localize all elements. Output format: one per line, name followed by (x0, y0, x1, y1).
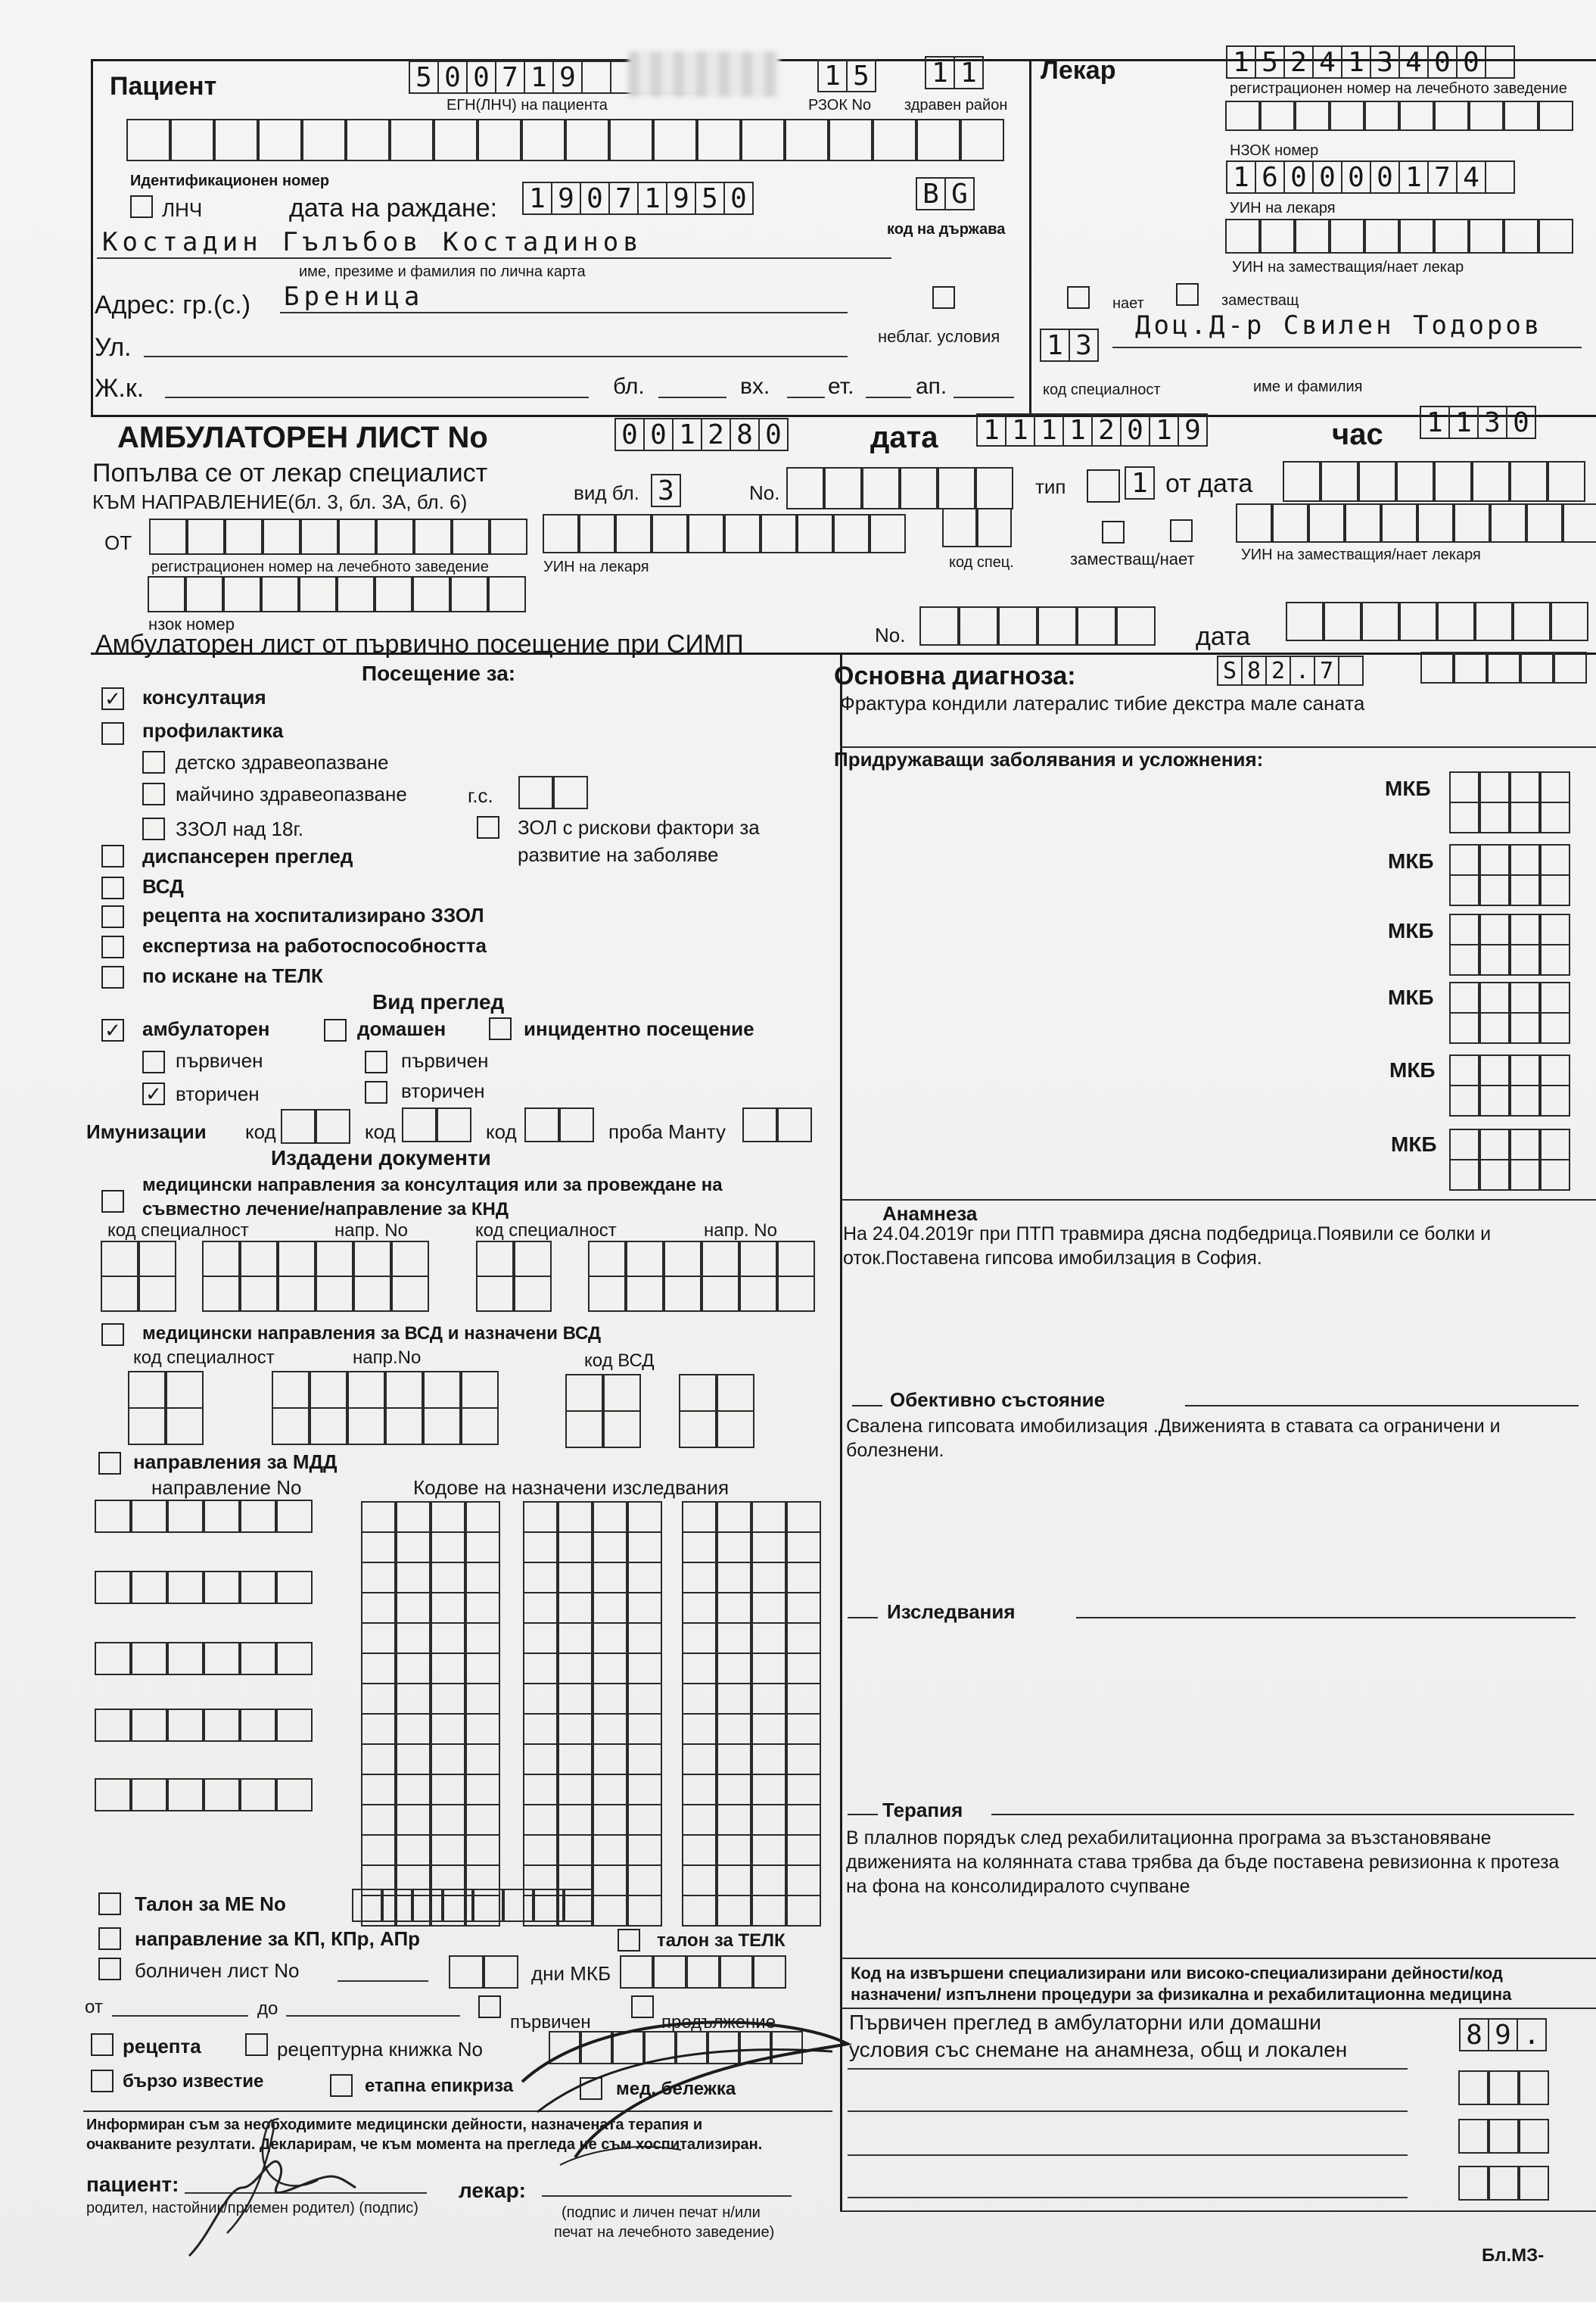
apt-label: ап. (916, 374, 947, 399)
country-caption: код на държава (887, 221, 1006, 238)
ref-spec-field[interactable] (943, 509, 1013, 547)
simp-label: Амбулаторен лист от първично посещение при СИМП (95, 630, 744, 659)
diagnosis-code-extra[interactable] (1421, 653, 1588, 683)
spec-code-label-1: код специалност (107, 1220, 249, 1241)
quick-notice-label: бързо известие (123, 2071, 264, 2092)
therapy-rule-right (991, 1814, 1574, 1815)
child-health-checkbox[interactable] (142, 751, 165, 774)
docs-heading: Издадени документи (271, 1146, 491, 1170)
sub-uin-caption: УИН на заместващия/нает лекар (1232, 259, 1464, 276)
quick-notice-checkbox[interactable] (91, 2070, 114, 2092)
mkb-label-5: МКБ (1389, 1058, 1436, 1082)
vsd-code-grid-1[interactable] (566, 1375, 642, 1447)
doctor-uin-field[interactable]: 1 6 0 0 0 0 1 7 4 (1226, 160, 1514, 194)
ref-no-label-1: напр. No (334, 1220, 408, 1241)
vsd-label: ВСД (142, 875, 184, 898)
unfavorable-label: неблаг. условия (878, 327, 1000, 346)
sheet-date-field[interactable]: 1 1 1 1 2 0 1 9 (976, 413, 1206, 447)
spec-code-label-2: код специалност (475, 1220, 617, 1241)
mkb-field-1[interactable] (1450, 772, 1571, 833)
exam-codes-col-3[interactable] (683, 1502, 822, 1926)
me-coupon-label: Талон за МЕ No (135, 1892, 286, 1915)
consent-line-1: Информиран съм за необходимите медицински дейности, назначената терапия и (86, 2117, 703, 2133)
doctor-uin-caption: УИН на лекаря (1230, 200, 1336, 216)
complex-label: Ж.к. (95, 374, 145, 403)
consultation-checkbox[interactable]: ✓ (101, 687, 124, 710)
sick-to-label: до (257, 1998, 278, 2019)
form-type-label: вид бл. (574, 481, 639, 504)
activity-line-2 (848, 2110, 1408, 2112)
rx-book-label: рецептурна книжка No (277, 2038, 483, 2061)
type-blank-box[interactable] (1087, 469, 1120, 503)
column-divider (840, 653, 842, 2212)
me-coupon-field[interactable] (353, 1889, 595, 1921)
hospital-rx-label: рецепта на хоспитализирано ЗЗОЛ (142, 904, 484, 927)
sheet-time-label: час (1332, 418, 1383, 451)
diagnosis-code-field[interactable]: S 8 2 . 7 (1217, 656, 1362, 686)
anamnesis-label: Анамнеза (882, 1202, 978, 1225)
sheet-title: АМБУЛАТОРЕН ЛИСТ No (117, 421, 488, 454)
exam-heading: Вид преглед (372, 990, 505, 1014)
ref-no-label-2: напр. No (704, 1220, 777, 1241)
dispensary-checkbox[interactable] (101, 845, 124, 868)
amb-secondary-checkbox[interactable]: ✓ (142, 1082, 165, 1105)
patient-full-name[interactable]: Костадин Гълъбов Костадинов (102, 227, 643, 257)
prescription-label: рецепта (123, 2035, 201, 2057)
ref-sub-checkbox-2[interactable] (1170, 519, 1193, 542)
immun-code-field-1[interactable] (282, 1110, 351, 1143)
vsd-spec-grid[interactable] (129, 1372, 204, 1444)
from-date-label: от дата (1165, 469, 1253, 498)
left-border (91, 59, 93, 415)
amb-primary-checkbox[interactable] (142, 1051, 165, 1073)
home-secondary-label: вторичен (401, 1079, 485, 1102)
city-underline (280, 312, 848, 313)
block-label: бл. (613, 374, 645, 399)
gs-field[interactable] (519, 777, 589, 808)
ambulatory-label: амбулаторен (142, 1017, 270, 1040)
exam-codes-col-1[interactable] (362, 1502, 501, 1926)
floor-label: ет. (828, 374, 854, 399)
activity-code-field-4[interactable] (1459, 2166, 1550, 2200)
entrance-label: вх. (740, 374, 770, 399)
mdd-no-row-5[interactable] (95, 1779, 313, 1811)
visit-heading: Посещение за: (362, 662, 516, 685)
home-label: домашен (357, 1017, 446, 1040)
doctor-signature-caption-1: (подпис и личен печат н/или (562, 2204, 761, 2221)
type-field[interactable]: 1 (1125, 466, 1153, 500)
immunizations-label: Имунизации (86, 1120, 207, 1143)
activity-code-field-3[interactable] (1459, 2120, 1550, 2153)
mdd-no-row-1[interactable] (95, 1500, 313, 1532)
activities-bottom-line (840, 2210, 1596, 2212)
street-label: Ул. (95, 333, 132, 362)
vsd-ref-label: медицински направления за ВСД и назначени ВСД (142, 1323, 602, 1344)
doctor-spec-caption: код специалност (1043, 382, 1161, 398)
med-ref-label-2: съвместно лечение/направление за КНД (142, 1199, 509, 1220)
incidental-checkbox[interactable] (489, 1017, 512, 1040)
amb-primary-label: първичен (176, 1049, 263, 1072)
sick-leave-checkbox[interactable] (98, 1958, 121, 1980)
doctor-name-caption: име и фамилия (1253, 378, 1363, 395)
therapy-label: Терапия (882, 1799, 963, 1821)
to-referral-label: КЪМ НАПРАВЛЕНИЕ(бл. 3, бл. 3А, бл. 6) (92, 491, 468, 513)
doctor-signature-label: лекар: (459, 2179, 527, 2202)
referral-no-label: No. (749, 481, 780, 504)
zol-risk-label-2: развитие на заболяве (518, 843, 719, 866)
hired-label: нает (1112, 295, 1144, 312)
address-label: Адрес: гр.(с.) (95, 291, 251, 319)
anamnesis-text[interactable]: На 24.04.2019г при ПТП травмира дясна подбедрица.Появили се болки и оток.Поставена гипсова имобилзация в София. (843, 1223, 1492, 1269)
vsd-ref-checkbox[interactable] (101, 1323, 124, 1346)
investigations-label: Изследвания (887, 1600, 1016, 1623)
address-city[interactable]: Бреница (284, 282, 425, 312)
doctor-name[interactable]: Доц.Д-р Свилен Тодоров (1135, 310, 1543, 341)
mkb-field-6[interactable] (1450, 1129, 1571, 1190)
substitute-checkbox[interactable] (1176, 283, 1199, 306)
telk-request-label: по искане на ТЕЛК (142, 964, 323, 987)
ref-uin-field[interactable] (543, 515, 907, 553)
mkb-field-4[interactable] (1450, 983, 1571, 1043)
vsd-code-grid-2[interactable] (680, 1375, 755, 1447)
objective-label: Обективно състояние (890, 1388, 1106, 1411)
mkb-label-6: МКБ (1391, 1132, 1437, 1156)
id-caption: Идентификационен номер (130, 173, 330, 189)
ref-spec-grid-2[interactable] (477, 1241, 552, 1311)
simp-date-field[interactable] (1286, 603, 1589, 640)
sub-uin-field[interactable] (1226, 220, 1574, 253)
referral-bottom-border (91, 653, 1596, 655)
patient-signature-label: пациент: (86, 2173, 179, 2196)
vsd-ref-no-grid[interactable] (272, 1372, 499, 1444)
ref-reg-field[interactable] (150, 519, 528, 554)
incidental-label: инцидентно посещение (524, 1017, 754, 1040)
mkb-field-3[interactable] (1450, 914, 1571, 975)
simp-no-field[interactable] (920, 607, 1156, 645)
mdd-ref-checkbox[interactable] (98, 1452, 121, 1475)
lnch-checkbox[interactable] (130, 195, 153, 218)
kp-ref-label: направление за КП, КПр, АПр (135, 1927, 421, 1950)
dispensary-label: диспансерен преглед (142, 845, 353, 868)
type-label: тип (1035, 475, 1066, 498)
mkb-field-5[interactable] (1450, 1055, 1571, 1116)
mkb-label-4: МКБ (1388, 986, 1434, 1009)
immun-code-label-1: код (245, 1120, 276, 1143)
work-expertise-checkbox[interactable] (101, 936, 124, 958)
doctor-signature-caption-2: печат на лечебното заведение) (554, 2224, 775, 2241)
mdd-no-row-3[interactable] (95, 1643, 313, 1674)
rzok-field[interactable]: 1 5 (817, 59, 875, 92)
prevention-label: профилактика (142, 719, 284, 742)
prevention-checkbox[interactable] (101, 722, 124, 745)
telk-coupon-checkbox[interactable] (618, 1929, 640, 1952)
consultation-label: консултация (142, 686, 266, 709)
name-caption: име, презиме и фамилия по лична карта (299, 263, 586, 280)
ref-no-grid-1[interactable] (203, 1241, 430, 1311)
apt-underline (954, 397, 1014, 398)
dob-label: дата на раждане: (289, 194, 498, 223)
activity-line-4 (848, 2197, 1408, 2198)
sick-from-label: от (85, 1997, 103, 2017)
vsd-code-label: код ВСД (584, 1350, 655, 1371)
ref-sub-checkbox-1[interactable] (1102, 521, 1125, 544)
ref-reg-caption: регистрационен номер на лечебното заведение (151, 559, 489, 575)
lnch-label: ЛНЧ (162, 198, 203, 221)
form-code: Бл.МЗ- (1482, 2245, 1545, 2266)
telk-request-checkbox[interactable] (101, 966, 124, 989)
med-note-label: мед. бележка (616, 2079, 736, 2099)
zol-risk-checkbox[interactable] (477, 816, 499, 839)
activity-code-field-2[interactable] (1459, 2071, 1550, 2104)
adult-over18-label: ЗЗОЛ над 18г. (176, 818, 303, 840)
id-number-field[interactable] (127, 120, 1005, 160)
mantoux-field[interactable] (743, 1108, 813, 1142)
mkb-field-2[interactable] (1450, 845, 1571, 905)
med-ref-checkbox[interactable] (101, 1190, 124, 1213)
simp-date-label: дата (1196, 622, 1251, 651)
floor-underline (866, 397, 911, 398)
activities-header-1: Код на извършени специализирани или високо-специализирани дейности/код (851, 1964, 1503, 1983)
codes-label: Кодове на назначени изследвания (413, 1476, 730, 1499)
consent-line-2: очакваните резултати. Декларирам, че към момента на прегледа не съм хоспитализиран. (86, 2136, 763, 2153)
doctor-reg-caption: регистрационен номер на лечебното заведение (1230, 80, 1567, 97)
mkb-label-1: МКБ (1385, 777, 1431, 800)
mantoux-label: проба Манту (608, 1120, 726, 1143)
main-diagnosis-label: Основна диагноза: (834, 662, 1076, 690)
egn-field[interactable]: 5 0 0 7 1 9 (409, 61, 696, 94)
maternal-health-checkbox[interactable] (142, 783, 165, 805)
immun-code-label-2: код (365, 1120, 396, 1143)
investigations-rule-left (848, 1617, 878, 1618)
ref-sub-uin-field[interactable] (1237, 504, 1596, 542)
dob-field[interactable]: 1 9 0 7 1 9 5 0 (522, 182, 752, 215)
simp-no-label: No. (875, 624, 906, 646)
filled-by-label: Попълва се от лекар специалист (92, 459, 488, 488)
ref-nzok-caption: нзок номер (148, 615, 235, 634)
sheet-number-field[interactable]: 0 0 1 2 8 0 (614, 418, 787, 451)
district-caption: здравен район (904, 97, 1008, 114)
rzok-caption: РЗОК No (808, 97, 872, 114)
doctor-reg-field[interactable]: 1 5 2 4 1 3 4 0 0 (1226, 45, 1514, 79)
immun-code-field-3[interactable] (525, 1108, 595, 1142)
sick-leave-label: болничен лист No (135, 1959, 300, 1982)
activity-item-text[interactable]: Първичен преглед в амбулаторни или домашни условия със снемане на анамнеза, общ и локален (849, 2011, 1348, 2061)
home-primary-checkbox[interactable] (365, 1051, 387, 1073)
therapy-rule-left (848, 1814, 878, 1815)
entrance-underline (787, 397, 825, 398)
zol-risk-label-1: ЗОЛ с рискови фактори за (518, 816, 760, 839)
district-field[interactable]: 1 1 (925, 56, 982, 89)
telk-coupon-label: талон за ТЕЛК (657, 1930, 786, 1951)
sick-primary-label: първичен (510, 2012, 591, 2033)
related-label: Придружаващи заболявания и усложнения: (834, 748, 1264, 771)
nzok-caption: НЗОК номер (1230, 142, 1319, 159)
ref-uin-caption: УИН на лекаря (543, 559, 649, 575)
patient-label: Пациент (110, 72, 217, 101)
work-expertise-label: експертиза на работоспособността (142, 934, 487, 957)
me-coupon-checkbox[interactable] (98, 1892, 121, 1915)
country-code-field[interactable]: B G (916, 177, 973, 210)
patient-doctor-divider (1029, 59, 1031, 415)
doctor-label: Лекар (1041, 56, 1116, 85)
kp-ref-checkbox[interactable] (98, 1927, 121, 1950)
form-type-field[interactable]: 3 (651, 474, 680, 507)
days-mkb-label: дни МКБ (531, 1962, 611, 1985)
ref-spec-caption: код спец. (949, 554, 1014, 571)
redacted-digits (628, 51, 779, 97)
adult-over18-checkbox[interactable] (142, 818, 165, 840)
sick-continuation-label: продължение (661, 2012, 776, 2033)
sheet-date-label: дата (870, 421, 938, 454)
stage-epicrisis-label: етапна епикриза (365, 2076, 514, 2096)
home-checkbox[interactable] (324, 1019, 347, 1042)
main-diagnosis-text[interactable]: Фрактура кондили латералис тибие декстра мале саната (840, 692, 1365, 715)
egn-caption: ЕГН(ЛНЧ) на пациента (446, 97, 608, 114)
vsd-ref-no-label: напр.No (353, 1347, 422, 1368)
substitute-label: заместващ (1221, 292, 1299, 309)
from-date-field[interactable] (1283, 462, 1586, 501)
mdd-ref-label: направления за МДД (133, 1450, 338, 1473)
mdd-no-row-2[interactable] (95, 1572, 313, 1603)
home-secondary-checkbox[interactable] (365, 1081, 387, 1104)
activities-header-2: назначени/ изпълнени процедури за физикална и рехабилитационна медицина (851, 1985, 1512, 2004)
objective-rule-left (852, 1405, 882, 1406)
mdd-ref-no-label: направление No (151, 1476, 302, 1499)
ref-no-grid-2[interactable] (589, 1241, 816, 1311)
header-bottom-border (91, 415, 1596, 417)
investigations-rule-right (1076, 1617, 1576, 1618)
nzok-field[interactable] (1226, 101, 1574, 130)
ref-sub-uin-caption: УИН на заместващия/нает лекаря (1241, 547, 1481, 563)
complex-underline (165, 397, 589, 398)
unfavorable-checkbox[interactable] (932, 286, 955, 309)
ref-sub-caption: заместващ/нает (1070, 550, 1195, 568)
mkb-label-3: МКБ (1388, 919, 1434, 942)
doctor-name-underline (1112, 347, 1582, 348)
hospital-rx-checkbox[interactable] (101, 905, 124, 928)
vsd-spec-label: код специалност (133, 1347, 275, 1368)
child-health-label: детско здравеопазване (176, 751, 389, 774)
sheet-time-field[interactable]: 1 1 3 0 (1420, 406, 1535, 439)
activity-code-field[interactable]: 8 9 . (1459, 2018, 1545, 2051)
immun-code-field-2[interactable] (403, 1108, 472, 1142)
maternal-health-label: майчино здравеопазване (176, 783, 407, 805)
therapy-text[interactable]: В плалнов порядък след рехабилитационна програма за възстановяване движенията на колянната става трябва да бъде поставена ревизионна к протеза на фона на консолидиралото счупване (846, 1827, 1560, 1897)
activity-line-1 (848, 2068, 1408, 2070)
home-primary-label: първичен (401, 1049, 489, 1072)
ref-nzok-field[interactable] (148, 577, 527, 612)
handwritten-signature (182, 1961, 863, 2263)
exam-codes-col-2[interactable] (524, 1502, 663, 1926)
mkb-label-2: МКБ (1388, 849, 1434, 873)
related-bottom-line (840, 1199, 1596, 1201)
activity-line-3 (848, 2154, 1408, 2156)
patient-signature-caption: родител, настойник/приемен родител) (подпис) (86, 2200, 418, 2216)
objective-text[interactable]: Свалена гипсовата имобилизация .Движенията в ставата са ограничени и болезнени. (846, 1416, 1501, 1461)
gs-label: г.с. (468, 784, 493, 807)
prescription-checkbox[interactable] (91, 2033, 114, 2056)
ambulatory-checkbox[interactable]: ✓ (101, 1019, 124, 1042)
activities-top-line (840, 1958, 1596, 1959)
immun-code-label-3: код (486, 1120, 517, 1143)
block-underline (658, 397, 726, 398)
ref-spec-grid-1[interactable] (101, 1241, 177, 1311)
objective-rule-right (1185, 1405, 1579, 1406)
mdd-no-row-4[interactable] (95, 1709, 313, 1741)
med-ref-label-1: медицински направления за консултация или за провеждане на (142, 1175, 723, 1195)
doctor-spec-field[interactable]: 1 3 (1040, 329, 1097, 362)
street-underline (144, 356, 848, 357)
from-label: ОТ (104, 531, 132, 554)
hired-checkbox[interactable] (1067, 286, 1090, 309)
referral-no-field[interactable] (787, 468, 1014, 509)
vsd-checkbox[interactable] (101, 877, 124, 899)
name-underline (97, 257, 891, 259)
amb-secondary-label: вторичен (176, 1082, 260, 1105)
